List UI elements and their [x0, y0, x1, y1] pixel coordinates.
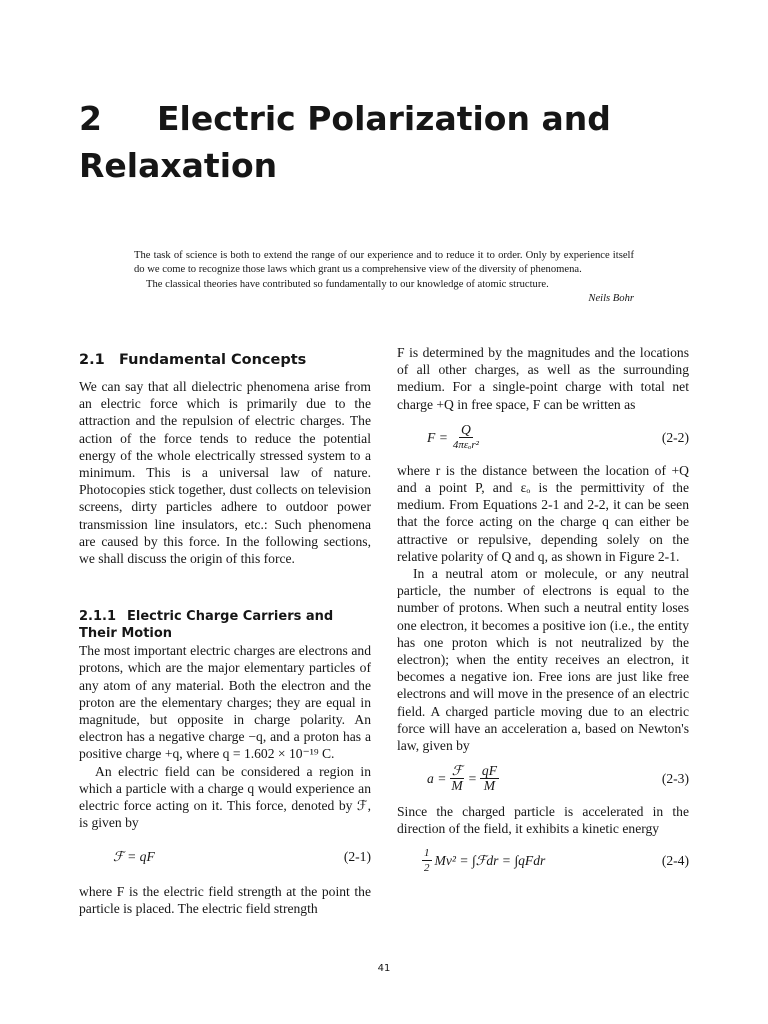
equation-label: (2-2) [661, 429, 689, 445]
fraction-denominator: M [483, 778, 496, 794]
equation-2-3 [397, 764, 689, 793]
body-paragraph: Since the charged particle is accelerated in the direction of the field, it exhibits a kinetic energy [397, 804, 689, 837]
equation-expression [397, 846, 545, 875]
equation-rhs: Mv² = ∫ℱdr = ∫qFdr [434, 852, 546, 868]
page-number: 41 [377, 963, 391, 974]
equals-sign: = [467, 771, 477, 787]
section-title: Electric Charge Carriers and Their Motion [79, 609, 334, 642]
body-paragraph: where r is the distance between the location of +Q and a point P, and εₒ is the permittivity of the medium. From Equations 2-1 and 2-2, it can be seen that the force acting on the charge q can either be attractive or repulsive, depending solely on the relative polarity of Q and q, as shown in Figure 2-1. [397, 462, 689, 564]
chapter-title [79, 95, 699, 189]
fraction-numerator: 1 [424, 846, 430, 859]
section-heading-2-1 [79, 351, 371, 369]
body-paragraph: An electric field can be considered a region in which a particle with a charge q would experience an electric force acting on it. This force, denoted by ℱ, is given by [79, 763, 371, 831]
equation-expression [397, 423, 484, 452]
equation-2-1 [79, 848, 371, 865]
fraction [422, 846, 432, 875]
body-paragraph: where F is the electric field strength at the point the particle is placed. The electric field strength [79, 883, 371, 916]
fraction-denominator: M [451, 778, 463, 794]
fraction-numerator: Q [461, 421, 471, 437]
epigraph [134, 249, 634, 307]
body-paragraph: F is determined by the magnitudes and the locations of all other charges, as well as the surrounding medium. For a single-point charge with total net charge +Q in free space, F can be written as [397, 345, 689, 412]
section-number: 2.1 [79, 352, 105, 368]
fraction [451, 423, 481, 452]
body-paragraph: The most important electric charges are electrons and protons, which are the major elementary particles of any atom of any material. Both the electron and the proton are the elementary charges; they are equal in magnitude, but opposite in charge polarity. An electron has a negative charge −q, and a proton has a positive charge +q, where q = 1.602 × 10⁻¹⁹ C. [79, 643, 371, 762]
section-number: 2.1.1 [79, 609, 117, 625]
fraction-denominator: 4πεₒr² [452, 438, 479, 451]
epigraph-author: Neils Bohr [588, 293, 634, 305]
equation-lhs: a = [427, 771, 447, 787]
equation-expression [397, 764, 502, 793]
equation-2-4 [397, 846, 689, 875]
chapter-number: 2 [79, 99, 102, 138]
equation-2-2 [397, 423, 689, 452]
equation-label: (2-3) [661, 771, 689, 787]
right-column [397, 344, 689, 875]
fraction-numerator: qF [481, 763, 497, 779]
equation-label: (2-4) [661, 852, 689, 868]
equation-lhs: F = [427, 429, 448, 445]
epigraph-paragraph-2: The classical theories have contributed so fundamentally to our knowledge of atomic structure. [146, 278, 549, 290]
fraction-denominator: 2 [424, 861, 430, 874]
fraction-numerator: ℱ [451, 763, 463, 779]
chapter-title-line1: Electric Polarization and [157, 99, 611, 138]
equation-label: (2-1) [343, 849, 371, 865]
epigraph-paragraph-1: The task of science is both to extend the range of our experience and to reduce it to order. Only by experience itself do we come to recognize those laws which grant us a comprehensive view of the diversity of phenomena. [134, 250, 634, 276]
section-heading-2-1-1 [79, 608, 371, 642]
equation-expression: ℱ = qF [113, 849, 155, 865]
body-paragraph: In a neutral atom or molecule, or any neutral particle, the number of electrons is equal to the number of protons. When such a neutral entity loses one electron, it becomes a positive ion (i.e., the entity has one proton which is not neutralized by the electron); when the entity receives an electron, it becomes a negative ion. Free ions are just like free electrons and will move in the presence of an electric field. A charged particle moving due to an electric force will have an acceleration a, based on Newton's law, given by [397, 566, 689, 754]
fraction [480, 764, 499, 793]
left-column [79, 344, 371, 917]
chapter-title-line2: Relaxation [79, 146, 278, 185]
fraction [449, 764, 464, 793]
body-paragraph: We can say that all dielectric phenomena arise from an electric force which is primarily due to the attraction and the repulsion of electric charges. The action of the force tends to reduce the potential energy of the whole electrically stressed system to a minimum. This is a universal law of nature. Photocopies stick together, dust collects on television screens, dirty particles adhere to outdoor power transmission line insulators, etc.: Such phenomena are caused by this force. In the following sections, we shall discuss the origin of this force. [79, 379, 371, 567]
section-title: Fundamental Concepts [119, 352, 307, 368]
